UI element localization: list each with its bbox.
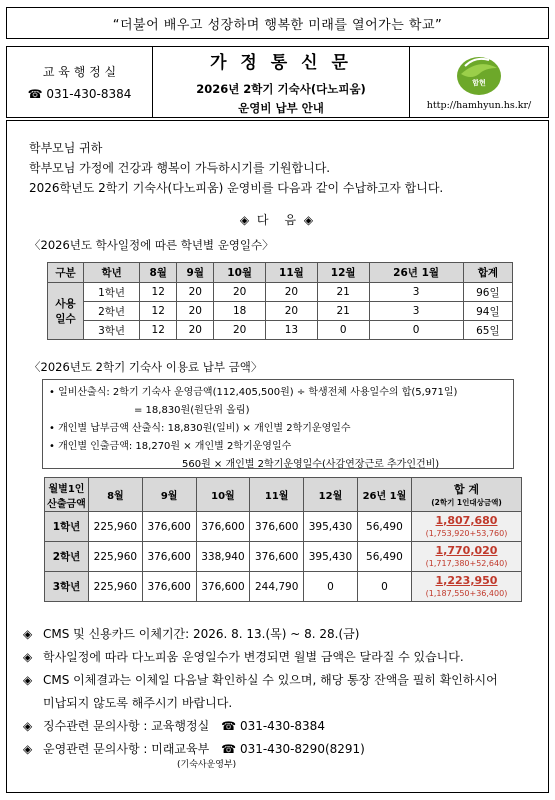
diamond-bullet-icon: ◈ — [23, 627, 33, 641]
table-cell: 20 — [214, 321, 266, 340]
notice-heading: ◈ 다 음 ◈ — [239, 213, 316, 227]
school-branding — [410, 47, 548, 117]
fee-corner-header — [45, 478, 89, 512]
table-cell: 0 — [317, 321, 369, 340]
table-cell: 225,960 — [89, 572, 143, 602]
subtitle-line-1: 2026년 2학기 기숙사(다노피움) — [196, 82, 366, 96]
table-cell: 3 — [369, 283, 463, 302]
table-header: 12월 — [317, 263, 369, 283]
total-breakdown: (1,753,920+53,760) — [425, 528, 508, 538]
table-header: 8월 — [89, 478, 143, 512]
table-cell: 65일 — [463, 321, 512, 340]
table-cell: 225,960 — [89, 512, 143, 542]
school-logo — [455, 54, 503, 98]
table-cell: 376,600 — [196, 572, 250, 602]
usage-days-label — [48, 283, 84, 340]
table-cell: 18 — [214, 302, 266, 321]
table-cell: 12 — [140, 283, 177, 302]
table-row — [45, 572, 522, 602]
office-phone: ☎ 031-430-8384 — [27, 87, 132, 101]
note-billing-contact: 징수관련 문의사항 : 교육행정실 ☎ 031-430-8384 — [43, 719, 325, 733]
page-title: 가 정 통 신 문 — [210, 53, 352, 73]
table-cell: 3 — [369, 302, 463, 321]
list-item — [23, 669, 543, 692]
fee-section-title: 〈2026년도 2학기 기숙사 이용료 납부 금액〉 — [29, 360, 263, 374]
table-header: 8월 — [140, 263, 177, 283]
table-header: 12월 — [304, 478, 358, 512]
note-cms-result: CMS 이체결과는 이체일 다음날 확인하실 수 있으며, 해당 통장 잔액을 필히 확인하시어 — [43, 673, 498, 687]
total-breakdown: (1,187,550+36,400) — [425, 588, 508, 598]
table-header: 9월 — [142, 478, 196, 512]
table-header: 26년 1월 — [369, 263, 463, 283]
table-cell: 376,600 — [142, 512, 196, 542]
table-row — [45, 542, 522, 572]
total-sub-label: (2학기 1인대상금액) — [431, 498, 502, 507]
newsletter-header — [6, 46, 549, 118]
table-cell: 376,600 — [250, 512, 304, 542]
notes-list — [23, 623, 543, 761]
total-breakdown: (1,717,380+52,640) — [425, 558, 508, 568]
diamond-bullet-icon: ◈ — [23, 742, 33, 756]
grade-label: 2학년 — [45, 542, 89, 572]
table-cell: 376,600 — [196, 512, 250, 542]
table-row — [45, 512, 522, 542]
title-block — [153, 47, 410, 117]
total-cell — [412, 542, 522, 572]
total-label: 합 계 — [453, 483, 480, 496]
school-url[interactable]: http://hamhyun.hs.kr/ — [426, 99, 532, 111]
table-header: 학년 — [84, 263, 140, 283]
note-operation-contact: 운영관련 문의사항 : 미래교육부 ☎ 031-430-8290(8291) — [43, 742, 365, 756]
total-cell — [412, 512, 522, 542]
total-amount: 1,770,020 — [435, 543, 498, 557]
diamond-bullet-icon: ◈ — [23, 719, 33, 733]
formula-payment: • 개인별 납부금액 산출식: 18,830원(일비) × 개인별 2학기운영일수 — [49, 423, 351, 434]
table-cell: 20 — [214, 283, 266, 302]
table-cell: 56,490 — [357, 542, 411, 572]
table-cell: 1학년 — [84, 283, 140, 302]
formula-daily-result: = 18,830원(원단위 올림) — [134, 405, 250, 416]
table-cell: 96일 — [463, 283, 512, 302]
operating-days-table — [47, 262, 513, 340]
corner-line-2: 산출금액 — [47, 498, 86, 510]
total-amount: 1,223,950 — [435, 573, 498, 587]
table-cell: 225,960 — [89, 542, 143, 572]
table-cell: 0 — [357, 572, 411, 602]
table-cell: 12 — [140, 321, 177, 340]
table-header: 구분 — [48, 263, 84, 283]
table-header: 10월 — [214, 263, 266, 283]
table-row — [48, 283, 513, 302]
usage-label-line-1: 사용 — [55, 298, 76, 310]
table-header: 합계 — [463, 263, 512, 283]
table-header-row — [45, 478, 522, 512]
subtitle-line-2: 운영비 납부 안내 — [238, 101, 324, 115]
diamond-bullet-icon: ◈ — [23, 650, 33, 664]
table-header: 26년 1월 — [357, 478, 411, 512]
table-header: 11월 — [266, 263, 318, 283]
list-item — [23, 646, 543, 669]
total-amount: 1,807,680 — [435, 513, 498, 527]
table-cell: 20 — [177, 321, 214, 340]
table-cell: 338,940 — [196, 542, 250, 572]
table-cell: 56,490 — [357, 512, 411, 542]
greeting-addressee: 학부모님 귀하 — [29, 141, 103, 155]
operation-dept-sub: (기숙사운영부) — [177, 760, 237, 770]
formula-extra-labor: 560원 × 개인별 2학기운영일수(사감연장근로 추가인건비) — [182, 459, 440, 470]
table-cell: 3학년 — [84, 321, 140, 340]
list-item — [23, 715, 543, 738]
table-header-row — [48, 263, 513, 283]
table-cell: 0 — [304, 572, 358, 602]
table-cell: 395,430 — [304, 542, 358, 572]
logo-text: 함현 — [472, 78, 486, 87]
table-cell: 376,600 — [142, 542, 196, 572]
table-cell: 20 — [266, 302, 318, 321]
table-row — [48, 302, 513, 321]
table-header: 9월 — [177, 263, 214, 283]
content-box — [6, 120, 549, 793]
greeting-intent: 2026학년도 2학기 기숙사(다노피움) 운영비를 다음과 같이 수납하고자 합니다. — [29, 181, 444, 195]
table-cell: 21 — [317, 283, 369, 302]
list-item — [23, 623, 543, 646]
table-cell: 376,600 — [142, 572, 196, 602]
note-payment-period: CMS 및 신용카드 이체기간: 2026. 8. 13.(목) ~ 8. 28.(금) — [43, 627, 360, 641]
table-cell: 20 — [177, 283, 214, 302]
table-cell: 20 — [177, 302, 214, 321]
table-cell: 13 — [266, 321, 318, 340]
list-item — [23, 738, 543, 761]
table-header: 10월 — [196, 478, 250, 512]
table-cell: 21 — [317, 302, 369, 321]
note-cms-result-cont: 미납되지 않도록 해주시기 바랍니다. — [43, 696, 233, 710]
table-cell: 395,430 — [304, 512, 358, 542]
school-motto: “더불어 배우고 성장하며 행복한 미래를 열어가는 학교” — [6, 7, 549, 39]
table-cell: 244,790 — [250, 572, 304, 602]
table-cell: 20 — [266, 283, 318, 302]
days-section-title: 〈2026년도 학사일정에 따른 학년별 운영일수〉 — [29, 238, 274, 252]
calculation-formula-box — [42, 379, 514, 469]
table-cell: 94일 — [463, 302, 512, 321]
table-cell: 376,600 — [250, 542, 304, 572]
note-schedule-change: 학사일정에 따라 다노피움 운영일수가 변경되면 월별 금액은 달라질 수 있습니다. — [43, 650, 464, 664]
table-cell: 2학년 — [84, 302, 140, 321]
corner-line-1: 월별1인 — [48, 483, 85, 495]
table-cell: 12 — [140, 302, 177, 321]
total-cell — [412, 572, 522, 602]
office-name: 교 육 행 정 실 — [42, 65, 117, 79]
grade-label: 1학년 — [45, 512, 89, 542]
fee-table — [44, 477, 522, 602]
formula-withdrawal: • 개인별 인출금액: 18,270원 × 개인별 2학기운영일수 — [49, 441, 292, 452]
diamond-bullet-icon: ◈ — [23, 673, 33, 687]
table-row — [48, 321, 513, 340]
greeting-wish: 학부모님 가정에 건강과 행복이 가득하시기를 기원합니다. — [29, 161, 331, 175]
table-header: 11월 — [250, 478, 304, 512]
grade-label: 3학년 — [45, 572, 89, 602]
usage-label-line-2: 일수 — [55, 313, 76, 325]
office-contact — [7, 47, 153, 117]
table-cell: 0 — [369, 321, 463, 340]
total-header — [412, 478, 522, 512]
formula-daily-rate: • 일비산출식: 2학기 기숙사 운영금액(112,405,500원) ÷ 학생전체 사용일수의 합(5,971일) — [49, 387, 458, 398]
